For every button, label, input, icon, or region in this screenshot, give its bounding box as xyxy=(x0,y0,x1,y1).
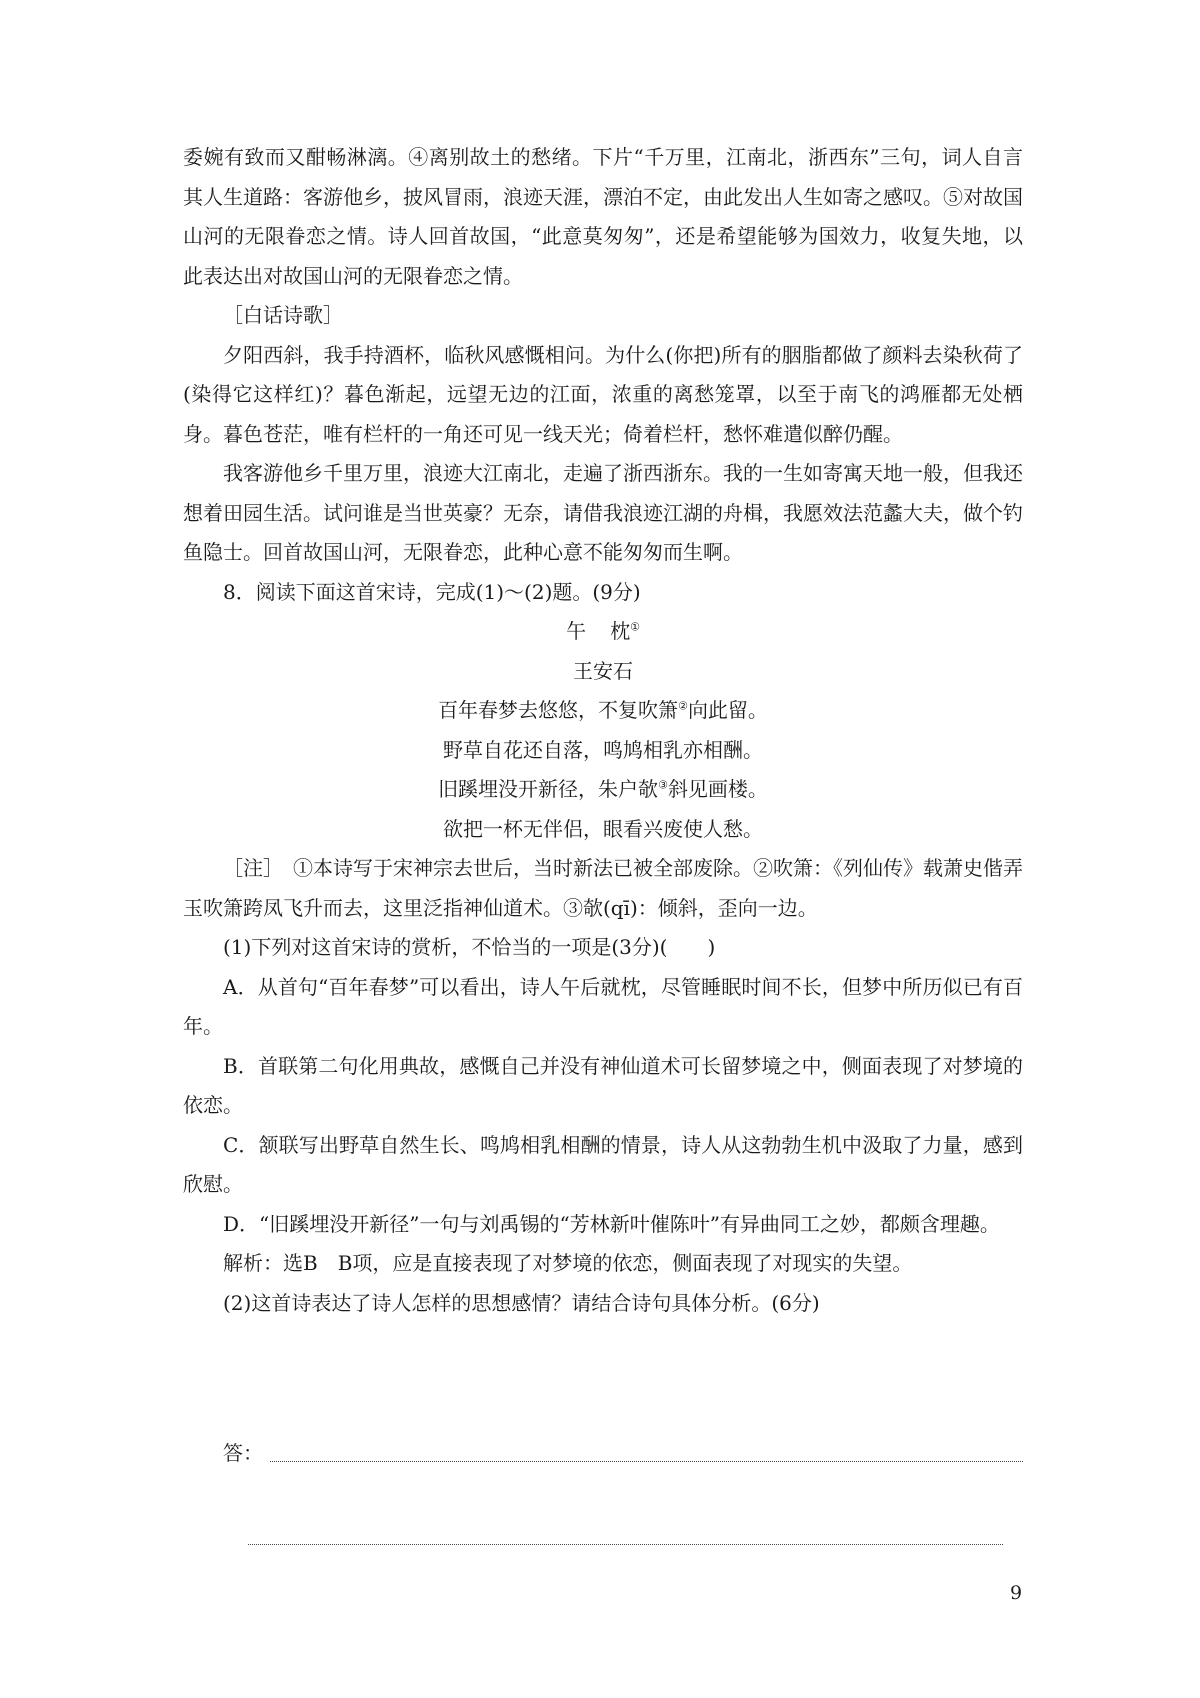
option-a: A．从首句“百年春梦”可以看出，诗人午后就枕，尽管睡眠时间不长，但梦中所历似已有百年。 xyxy=(183,974,1023,1038)
page-number: 9 xyxy=(1010,1582,1023,1604)
paragraph-baihua-1: 夕阳西斜，我手持酒杯，临秋风感慨相问。为什么(你把)所有的胭脂都做了颜料去染秋荷了(染得它这样红)？暮色渐起，远望无边的江面，浓重的离愁笼罩，以至于南飞的鸿雁都无处栖身。暮色苍茫，唯有栏杆的一角还可见一线天光；倚着栏杆，愁怀难遣似醉仍醒。 xyxy=(183,342,1023,446)
poem-title xyxy=(183,612,1023,652)
poem-line-3-b: 斜见画楼。 xyxy=(667,777,768,801)
section-heading-baihua: ［白话诗歌］ xyxy=(223,303,343,327)
footnote-marker-1: ① xyxy=(630,620,640,634)
poem-line-2: 野草自花还自落，鸣鸠相乳亦相酬。 xyxy=(443,737,763,762)
answer-line-2[interactable] xyxy=(248,1544,1003,1545)
poem-line-1-a: 百年春梦去悠悠，不复吹箫 xyxy=(438,698,679,722)
poem-notes: ［注］ ①本诗写于宋神宗去世后，当时新法已被全部废除。②吹箫：《列仙传》载萧史偕弄玉吹箫跨凤飞升而去，这里泛指神仙道术。③欹(qī)：倾斜，歪向一边。 xyxy=(183,856,1023,920)
poem-line-3 xyxy=(183,770,1023,810)
option-c: C．颔联写出野草自然生长、鸣鸠相乳相酬的情景，诗人从这勃勃生机中汲取了力量，感到欣慰。 xyxy=(183,1132,1023,1196)
answer-label: 答： xyxy=(223,1441,263,1465)
poem-line-1-b: 向此留。 xyxy=(687,698,768,722)
paragraph-commentary-end: 委婉有致而又酣畅淋漓。④离别故土的愁绪。下片“千万里，江南北，浙西东”三句，词人自言其人生道路：客游他乡，披风冒雨，浪迹天涯，漂泊不定，由此发出人生如寄之感叹。⑤对故国山河的无限眷恋之情。诗人回首故国，“此意莫匆匆”，还是希望能够为国效力，收复失地，以此表达出对故国山河的无限眷恋之情。 xyxy=(183,145,1023,288)
poem-line-4: 欲把一杯无伴侣，眼看兴废使人愁。 xyxy=(443,816,763,841)
answer-analysis: 解析：选B B项，应是直接表现了对梦境的依恋，侧面表现了对现实的失望。 xyxy=(223,1251,913,1275)
poem-title-char-1: 午 xyxy=(566,619,587,643)
question-8-prompt: 8．阅读下面这首宋诗，完成(1)～(2)题。(9分) xyxy=(223,579,641,604)
footnote-marker-2: ② xyxy=(678,699,688,713)
poem-line-1 xyxy=(183,691,1023,731)
answer-line-1[interactable] xyxy=(270,1461,1023,1462)
paragraph-baihua-2: 我客游他乡千里万里，浪迹大江南北，走遍了浙西浙东。我的一生如寄寓天地一般，但我还想着田园生活。试问谁是当世英豪？无奈，请借我浪迹江湖的舟楫，我愿效法范蠡大夫，做个钓鱼隐士。回首故国山河，无限眷恋，此种心意不能匆匆而生啊。 xyxy=(183,461,1023,564)
footnote-marker-3: ③ xyxy=(658,778,668,792)
poem-line-3-a: 旧蹊埋没开新径，朱户欹 xyxy=(438,777,659,801)
question-1-prompt: (1)下列对这首宋诗的赏析，不恰当的一项是(3分)( ) xyxy=(223,935,716,959)
document-body xyxy=(183,138,1023,1323)
poem-title-char-2: 枕 xyxy=(610,619,631,643)
option-b: B．首联第二句化用典故，感慨自己并没有神仙道术可长留梦境之中，侧面表现了对梦境的依恋。 xyxy=(183,1053,1023,1117)
option-d: D．“旧蹊埋没开新径”一句与刘禹锡的“芳林新叶催陈叶”有异曲同工之妙，都颇含理趣。 xyxy=(223,1211,1000,1236)
question-2-prompt: (2)这首诗表达了诗人怎样的思想感情？请结合诗句具体分析。(6分) xyxy=(223,1290,820,1315)
poem-author: 王安石 xyxy=(573,658,633,683)
